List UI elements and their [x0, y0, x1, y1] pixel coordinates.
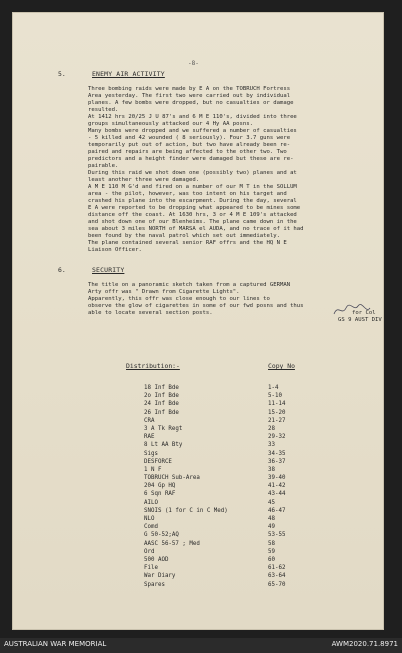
distribution-unit: 2o Inf Bde [144, 393, 179, 400]
section-title: ENEMY AIR ACTIVITY [92, 70, 165, 78]
distribution-unit: Ord [144, 548, 155, 555]
distribution-row [144, 540, 384, 548]
distribution-copy-no: 59 [268, 548, 275, 555]
distribution-row [144, 466, 384, 474]
distribution-title: Distribution:- [126, 362, 180, 370]
distribution-unit: CRA [144, 417, 155, 424]
distribution-copy-no: 60 [268, 556, 275, 563]
distribution-unit: RAE [144, 434, 155, 441]
distribution-row [144, 482, 384, 490]
distribution-copy-no: 21-27 [268, 417, 286, 424]
signature-line-for-col: for Col [352, 310, 376, 316]
distribution-row [144, 564, 384, 572]
distribution-row [144, 499, 384, 507]
distribution-row [144, 425, 384, 433]
distribution-copy-no: 38 [268, 466, 275, 473]
distribution-copy-no: 58 [268, 540, 275, 547]
section-title: SECURITY [92, 266, 125, 274]
footer-accession-number: AWM2020.71.8971 [331, 640, 398, 648]
distribution-row [144, 474, 384, 482]
distribution-row [144, 507, 384, 515]
distribution-copy-no: 1-4 [268, 385, 279, 391]
distribution-copy-no: 33 [268, 442, 275, 449]
distribution-unit: AASC 56-57 ; Med [144, 540, 200, 547]
distribution-unit: NLO [144, 516, 155, 522]
distribution-unit: TOBRUCH Sub-Area [144, 475, 200, 482]
distribution-copy-no: 53-55 [268, 532, 286, 539]
distribution-row [144, 531, 384, 539]
footer-archive-name: AUSTRALIAN WAR MEMORIAL [4, 640, 107, 648]
distribution-row [144, 548, 384, 556]
distribution-row [144, 458, 384, 466]
distribution-unit: 204 Gp HQ [144, 483, 176, 490]
distribution-row [144, 384, 384, 392]
distribution-copy-no: 45 [268, 499, 275, 506]
distribution-unit: 1 N F [144, 466, 162, 473]
section-number: 5. [58, 70, 66, 78]
distribution-row [144, 556, 384, 564]
distribution-unit: Spares [144, 581, 165, 588]
distribution-unit: 24 Inf Bde [144, 401, 179, 408]
section-enemy-air-activity [58, 70, 392, 254]
distribution-unit: War Diary [144, 573, 176, 580]
distribution-unit: SNOIS (1 for C in C Med) [144, 507, 228, 514]
section-body: The title on a panoramic sketch taken from a captured GERMAN Arty offr was " Drawn from Cigarette Lights". Apparently, this offr was close enough to our lines to observe the glow of cigarettes in some of our fwd posns and thus able to locate several section posts. [88, 282, 304, 316]
distribution-copy-no: 36-37 [268, 458, 286, 465]
distribution-copy-no: 15-20 [268, 409, 286, 416]
distribution-unit: G 50-52;AQ [144, 532, 179, 539]
distribution-unit: 500 AOD [144, 556, 169, 563]
signature-line-gs: GS 9 AUST DIV [338, 317, 382, 323]
distribution-copy-no: 49 [268, 524, 275, 531]
distribution-row [144, 490, 384, 498]
distribution-row [144, 417, 384, 425]
section-number: 6. [58, 266, 66, 274]
distribution-unit: 18 Inf Bde [144, 385, 179, 391]
distribution-unit: Sigs [144, 450, 158, 457]
distribution-copy-no: 39-40 [268, 475, 286, 482]
distribution-unit: AILO [144, 499, 158, 506]
distribution-copy-no: 65-70 [268, 581, 286, 588]
distribution-row [144, 450, 384, 458]
distribution-row [144, 400, 384, 408]
distribution-row [144, 409, 384, 417]
distribution-copy-no: 63-64 [268, 573, 286, 580]
distribution-row [144, 523, 384, 531]
distribution-unit: 3 A Tk Regt [144, 425, 183, 432]
signature-block [338, 310, 382, 324]
distribution-unit: 26 Inf Bde [144, 409, 179, 416]
distribution-unit: Comd [144, 524, 158, 531]
copy-number-header: Copy No [268, 362, 295, 370]
distribution-unit: 6 Sqn RAF [144, 491, 176, 498]
distribution-row [144, 441, 384, 449]
distribution-row [144, 581, 384, 589]
distribution-unit: 8 Lt AA Bty [144, 442, 183, 449]
distribution-copy-no: 41-42 [268, 483, 286, 490]
distribution-row [144, 433, 384, 441]
distribution-row [144, 572, 384, 580]
distribution-copy-no: 46-47 [268, 507, 286, 514]
distribution-unit: File [144, 565, 158, 572]
distribution-copy-no: 5-10 [268, 393, 282, 400]
distribution-copy-no: 28 [268, 425, 275, 432]
page-marker: -8- [188, 60, 199, 67]
document-page [12, 12, 384, 630]
distribution-copy-no: 11-14 [268, 401, 286, 408]
distribution-copy-no: 43-44 [268, 491, 286, 498]
distribution-copy-no: 34-35 [268, 450, 286, 457]
distribution-copy-no: 61-62 [268, 565, 286, 572]
section-body: Three bombing raids were made by E A on the TOBRUCH Fortress Area yesterday. The first two were carried out by individual planes. A few bombs were dropped, but no casualties or damage resulted. At 1412 hrs 20/25 J U 87's and 6 M E 110's, divided into three groups simultaneously attacked our 4 Hy AA posns. Many bombs were dropped and we suffered a number of casualties - 5 killed and 42 wounded ( 8 seriously). Four 3.7 guns were temporarily put out of action, but two have already been re- paired and repairs are being affected to the other two. Two predictors and a height finder were damaged but these are re- pairable. During this raid we shot down one (possibly two) planes and at least another three were damaged. A M E 110 M G'd and fired on a number of our M T in the SOLLUM area - the pilot, however, was too intent on his target and crashed his plane into the escarpment. During the day, several E A were reported to be dropping what appeared to be mines some distance off the coast. At 1630 hrs, 3 or 4 M E 109's attacked and shot down one of our Blenheims. The plane came down in the sea about 3 miles NORTH of MARSA el AUDA, and no trace of it had been found by the naval patrol which set out immediately. The plane contained several senior RAF offrs and the HQ N E Liaison Officer. [88, 86, 304, 253]
distribution-list [144, 384, 384, 589]
distribution-copy-no: 48 [268, 516, 275, 522]
distribution-row [144, 392, 384, 400]
distribution-row [144, 515, 384, 523]
distribution-unit: DESFORCE [144, 458, 172, 465]
distribution-copy-no: 29-32 [268, 434, 286, 441]
